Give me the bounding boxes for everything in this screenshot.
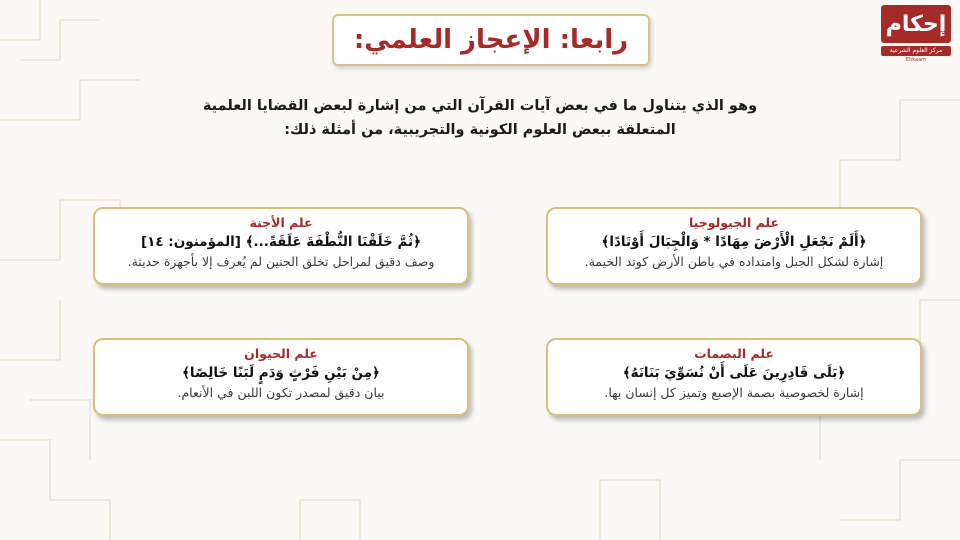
- card-animals: [93, 338, 469, 416]
- card-geology: [546, 207, 922, 285]
- card-embryology: [93, 207, 469, 285]
- card-fingerprints: [546, 338, 922, 416]
- card-verse: ﴿ثُمَّ خَلَقْنَا النُّطْفَةَ عَلَقَةً...﴾ [المؤمنون: ١٤]: [140, 234, 422, 250]
- card-description: وصف دقيق لمراحل تخلق الجنين لم يُعرف إلا بأجهزة حديثة.: [127, 254, 435, 269]
- logo-tag: Ehkaam: [905, 57, 927, 63]
- brand-logo: [878, 5, 954, 65]
- card-verse: ﴿بَلَى قَادِرِينَ عَلَى أَنْ نُسَوِّيَ بَنَانَهُ﴾: [622, 365, 846, 381]
- card-title: علم الحيوان: [244, 346, 318, 361]
- card-title: علم الأجنة: [249, 215, 313, 230]
- card-title: علم الجيولوجيا: [688, 215, 780, 230]
- card-description: بيان دقيق لمصدر تكون اللبن في الأنعام.: [177, 385, 385, 400]
- logo-subtitle: مركز العلوم الشرعية: [881, 46, 951, 56]
- slide-title: رابعا: الإعجاز العلمي:: [353, 25, 629, 55]
- card-description: إشارة لخصوصية بصمة الإصبع وتميز كل إنسان بها.: [604, 385, 864, 400]
- card-verse: ﴿أَلَمْ نَجْعَلِ الْأَرْضَ مِهَادًا * وَالْجِبَالَ أَوْتَادًا﴾: [601, 234, 867, 250]
- card-title: علم البصمات: [694, 346, 774, 361]
- card-description: إشارة لشكل الجبل وامتداده في باطن الأرض كوتد الخيمة.: [584, 254, 884, 269]
- logo-mark: إحكام: [881, 5, 951, 43]
- intro-paragraph: وهو الذي يتناول ما في بعض آيات القرآن التي من إشارة لبعض القضايا العلمية المتعلقة ببعض العلوم الكونية والتجريبية، من أمثلة ذلك:: [202, 98, 758, 138]
- card-verse: ﴿مِنْ بَيْنِ فَرْثٍ وَدَمٍ لَبَنًا خَالِصًا﴾: [182, 365, 380, 381]
- slide-title-box: [332, 14, 650, 66]
